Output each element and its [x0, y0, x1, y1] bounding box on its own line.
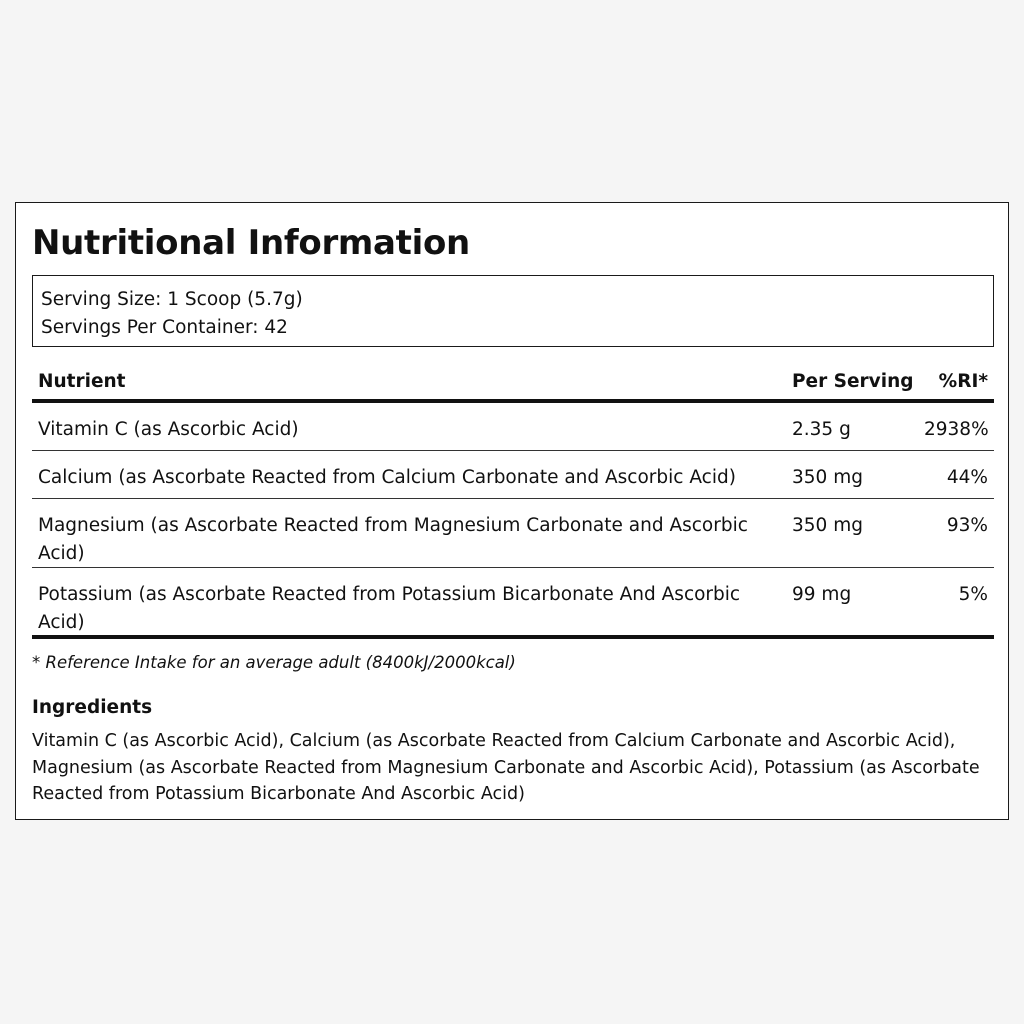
nutrient-name: Magnesium (as Ascorbate Reacted from Magnesium Carbonate and Ascorbic Acid)	[38, 515, 748, 564]
servings-per-container: Servings Per Container: 42	[41, 317, 288, 338]
table-row	[32, 499, 994, 568]
nutrient-per-serving: 99 mg	[792, 584, 852, 605]
nutrient-ri: 93%	[946, 515, 988, 536]
ingredients-text: Vitamin C (as Ascorbic Acid), Calcium (as Ascorbate Reacted from Calcium Carbonate and Ascorbic Acid), Magnesium (as Ascorbate Reacted from Magnesium Carbonate and Ascorbic Acid), Potassium (as Ascorbate Reacted from Potassium Bicarbonate And Ascorbic Acid)	[32, 731, 980, 804]
nutrient-name: Calcium (as Ascorbate Reacted from Calcium Carbonate and Ascorbic Acid)	[38, 467, 736, 488]
nutrient-per-serving: 350 mg	[792, 467, 863, 488]
nutrient-table	[32, 365, 994, 639]
serving-info-box	[32, 275, 994, 347]
header-ri: %RI*	[938, 371, 988, 392]
nutrient-ri: 2938%	[924, 419, 989, 440]
ingredients-heading: Ingredients	[32, 697, 153, 718]
nutrient-name: Vitamin C (as Ascorbic Acid)	[38, 419, 299, 440]
header-nutrient: Nutrient	[38, 371, 126, 392]
table-header-row	[32, 365, 994, 403]
nutrient-ri: 5%	[958, 584, 988, 605]
nutrient-ri: 44%	[946, 467, 988, 488]
nutrient-per-serving: 350 mg	[792, 515, 863, 536]
header-per-serving: Per Serving	[792, 371, 914, 392]
table-row	[32, 403, 994, 451]
serving-size: Serving Size: 1 Scoop (5.7g)	[41, 289, 303, 310]
reference-intake-footnote: * Reference Intake for an average adult (8400kJ/2000kcal)	[32, 653, 516, 672]
panel-title: Nutritional Information	[32, 223, 470, 263]
nutrient-per-serving: 2.35 g	[792, 419, 851, 440]
table-row	[32, 451, 994, 499]
nutrition-panel	[15, 202, 1009, 820]
table-row	[32, 568, 994, 639]
nutrient-name: Potassium (as Ascorbate Reacted from Potassium Bicarbonate And Ascorbic Acid)	[38, 584, 741, 633]
